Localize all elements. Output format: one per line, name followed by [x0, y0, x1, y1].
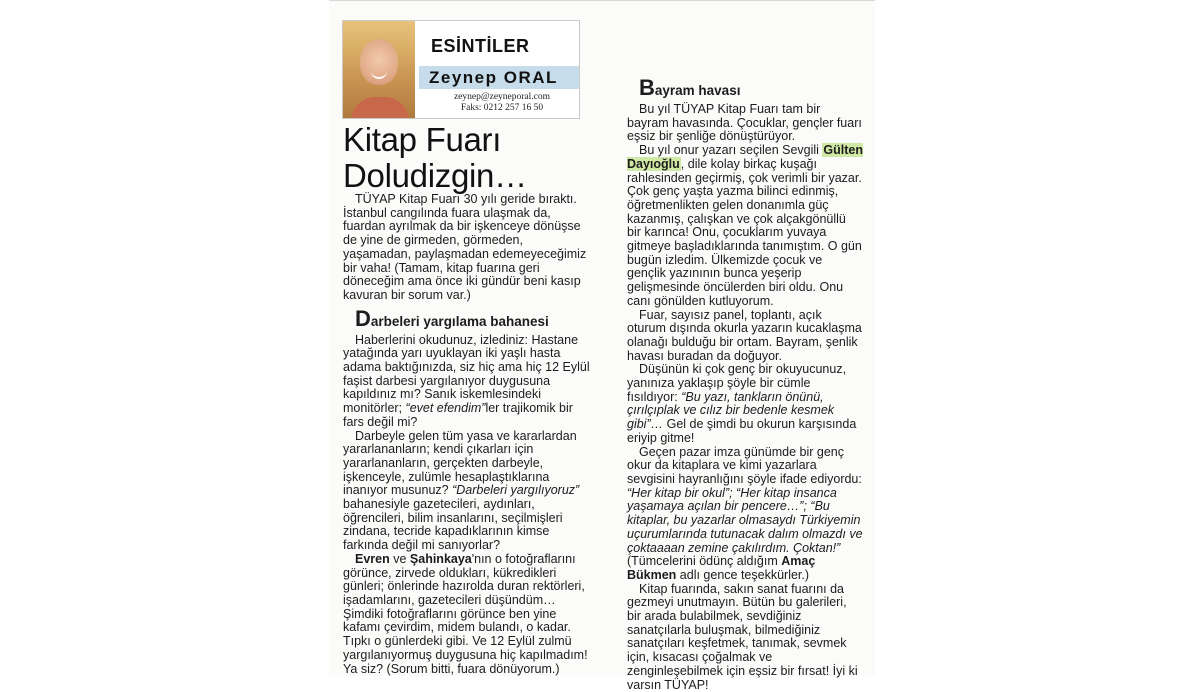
paragraph: TÜYAP Kitap Fuarı 30 yılı geride bıraktı. İstanbul cangılında fuara ulaşmak da, fuardan ayrılmak da bir işkenceye dönüşse de yine de girmeden, görmeden, yaşamadan, paylaşmadan edemeyeceğimiz bir vaha! (Tamam, kitap fuarına geri döneceğim ama önce iki gündür beni kasıp kavuran bir sorum var.): [343, 192, 587, 302]
paragraph: [343, 334, 591, 430]
author-shoulders: [351, 97, 409, 119]
paragraph: Kitap fuarında, sakın sanat fuarını da gezmeyi unutmayın. Bütün bu galerileri, bir arada bulabilmek, sevdiğiniz sanatçılarla buluşmak, bilmediğiniz sanatçıları keşfetmek, tanımak, sevmek için, kısacası çoğalmak ve zenginleşebilmek için eşsiz bir fırsat! İyi ki varsın TÜYAP!: [627, 581, 858, 692]
headline-line-1: Kitap Fuarı: [343, 121, 502, 158]
subheading-text: ayram havası: [654, 83, 741, 98]
text-run: Bu yıl onur yazarı seçilen Sevgili: [639, 143, 823, 158]
article-headline: [343, 122, 603, 194]
headline-line-2: Doludizgin…: [343, 157, 527, 194]
paragraph: Fuar, sayısız panel, toplantı, açık oturum dışında okurla yazarın kucaklaşma olanağı bulduğu bir ortam. Bayram, şenlik havası buradan da doğuyor.: [627, 307, 862, 363]
subheading-darbeleri: [343, 305, 591, 331]
paragraph: [343, 430, 591, 553]
text-run: Geçen pazar imza günümde bir genç okur da kitaplara ve kimi yazarlara sevgisini hayranlığını şöyle ifade ediyordu:: [627, 444, 862, 486]
text-run: adlı gence teşekkürler.): [676, 567, 810, 582]
paragraph: [627, 144, 863, 308]
author-name: Zeynep ORAL: [429, 68, 558, 87]
text-run: 'nın o fotoğraflarını görünce, zirvede oldukları, kükredikleri günleri; önlerinde hazırolda duran rektörleri, işadamlarını, gazetecileri düşündüm… Şimdiki fotoğraflarını görünce ben yine kafamı çevirdim, midem bulandı, o kadar. Tıpkı o günlerdeki gibi. Ve 12 Eylül zulmü yargılanıyormuş duygusuna hiç kapılmadım! Ya siz? (Sorum bitti, fuara dönüyorum.): [343, 551, 588, 676]
text-run: Darbeyle gelen tüm yasa ve kararlardan yararlananların; kendi çıkarları için yararlananların, gerçekten darbeyle, işkenceyle, zulümle hesaplaştıklarına inanıyor musunuz?: [343, 428, 577, 498]
author-photo: [343, 21, 415, 118]
author-email: zeynep@zeyneporal.com: [453, 92, 551, 102]
article-column-left: [343, 193, 591, 676]
contact-info: [437, 92, 567, 114]
text-run: (Tümcelerini ödünç aldığım: [627, 554, 782, 569]
paragraph: [627, 363, 863, 445]
text-run: ler trajikomik bir fars değil mi?: [343, 401, 573, 429]
italic-quote: “Darbeleri yargılıyoruz”: [452, 483, 580, 498]
subheading-text: arbeleri yargılama bahanesi: [370, 313, 549, 329]
text-run: Gel de şimdi bu okurun karşısında eriyip gitme!: [627, 417, 857, 445]
bold-name: Şahinkaya: [409, 551, 472, 566]
highlighted-name: Gülten Dayıoğlu: [627, 143, 864, 171]
italic-quote: “evet efendim”: [405, 401, 486, 416]
text-run: Düşünün ki çok genç bir okuyucunuz, yanınıza yaklaşıp şöyle bir cümle fısıldıyor:: [627, 362, 847, 404]
subheading-bayram: [627, 75, 863, 100]
text-run: Haberlerini okudunuz, izlediniz: Hastane yatağında yarı uyuklayan iki yaşlı hasta adama baktığınızda, siz hiç ama hiç 12 Eylül faşist darbesi yargılanıyor duygusuna kapıldınız mı? Sanık iskemlesindeki monitörler;: [343, 332, 590, 416]
paragraph: Bu yıl TÜYAP Kitap Fuarı tam bir bayram havasında. Çocuklar, gençler fuarı eşsiz bir şenliğe dönüştürüyor.: [627, 102, 862, 144]
article-column-right: [627, 75, 864, 692]
top-rule: [329, 0, 875, 1]
italic-quote: “Bu yazı, tankların önünü, çırılçıplak ve cılız bir bedenle kesmek gibi”…: [627, 389, 835, 432]
subheading-initial: D: [355, 305, 371, 331]
paragraph: [627, 446, 863, 583]
bold-name: Amaç Bükmen: [627, 554, 816, 582]
paragraph: [343, 553, 591, 676]
column-header: [342, 20, 580, 119]
author-fax: Faks: 0212 257 16 50: [460, 103, 544, 113]
italic-quote: “Her kitap bir okul”; “Her kitap insanca yaşamaya açılan bir pencere…”; “Bu kitaplar, bu yazarlar olmasaydı Türkiyemin uçurumlarında tutunacak dalım olmazdı ve çoktaaaan zemine çakılırdım. Çoktan!”: [627, 485, 863, 555]
text-run: ve: [389, 551, 410, 566]
column-name: ESİNTİLER: [431, 36, 530, 56]
text-run: , dile kolay birkaç kuşağı rahlesinden geçirmiş, çok verimli bir yazar. Çok genç yaşta yazma bilinci edinmiş, öğretmenlikten gelen donanımla güç kazanmış, çalışkan ve çok alçakgönüllü bir karınca! Onu, çocuklarım yuvaya gitmeye başladıklarında tanımıştım. O gün bugün izledim. Ülkemizde çocuk ve gençlik yazınının bunca yeşerip gelişmesinde öncülerden biri oldu. Onu canı gönülden kutluyorum.: [627, 156, 862, 308]
subheading-initial: B: [639, 75, 655, 100]
bold-name: Evren: [355, 551, 390, 566]
text-run: bahanesiyle gazetecileri, aydınları, öğrencileri, bilim insanlarını, seçilmişleri zindana, tecride kapadıklarının kimse farkında değil mi sanıyorlar?: [343, 497, 563, 553]
